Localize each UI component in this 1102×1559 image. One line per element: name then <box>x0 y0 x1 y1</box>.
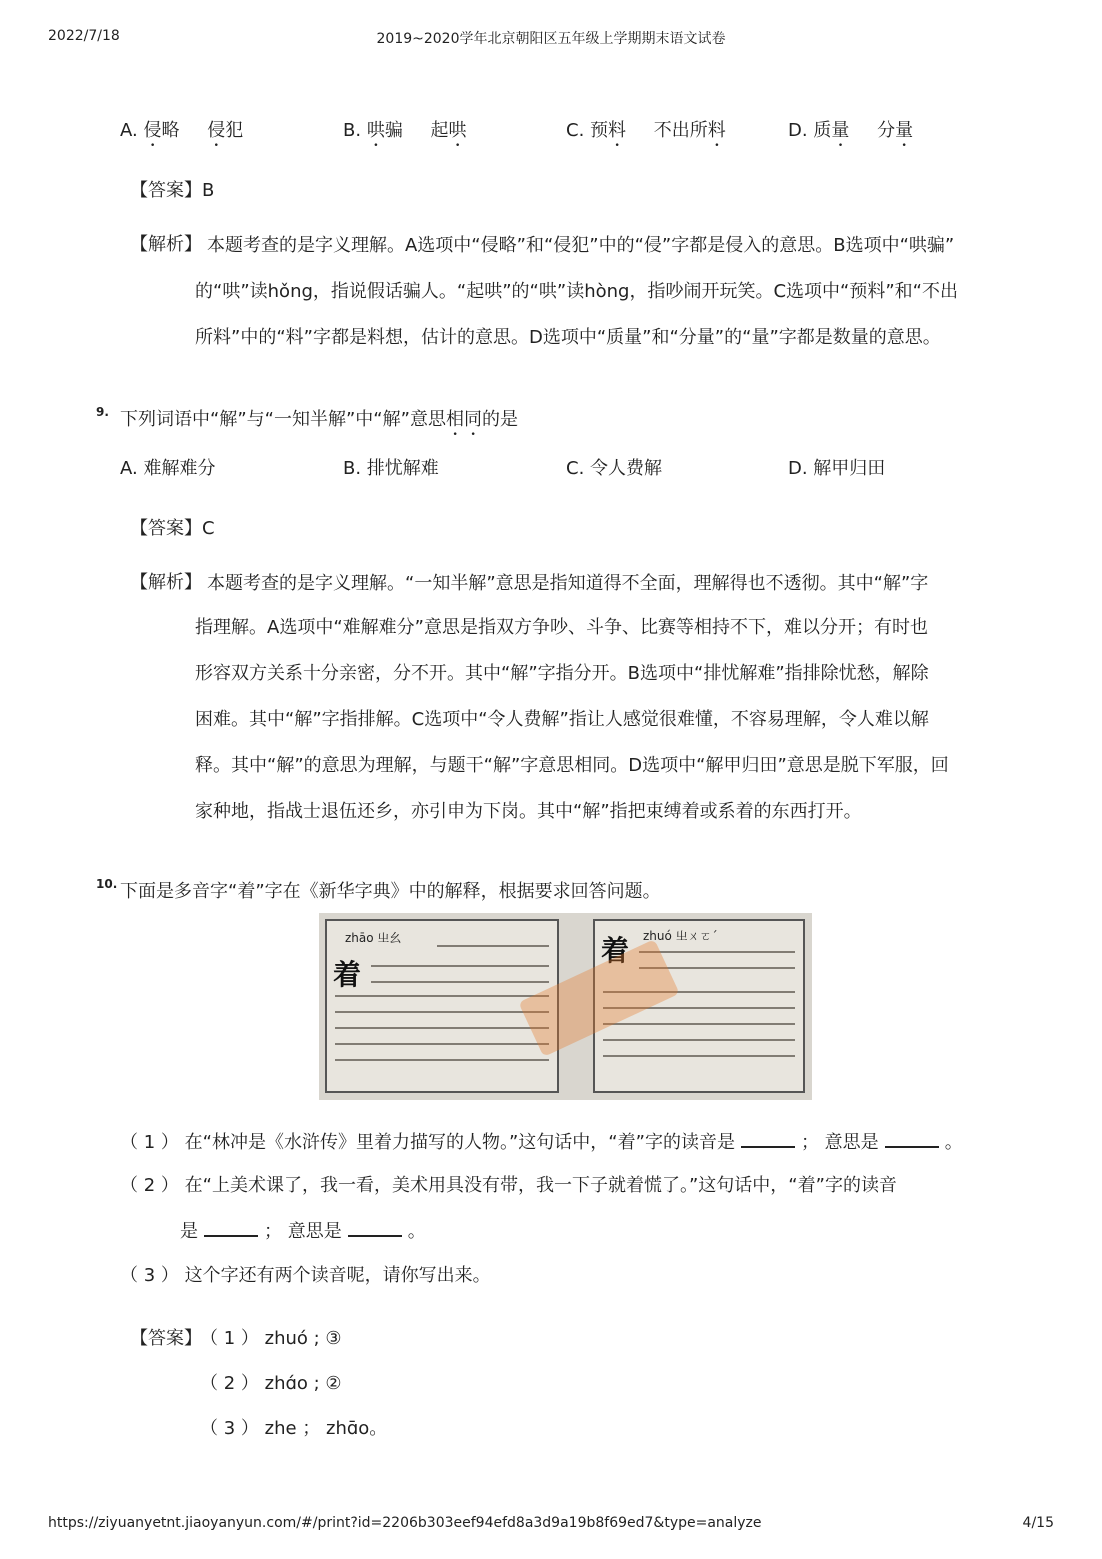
q8-analysis-cont <box>195 269 1000 361</box>
q10-answer-label: 【答案】 <box>130 1328 202 1349</box>
q8-analysis-label: 【解析】 <box>130 234 202 255</box>
q9-option-c: C. 令人费解 <box>566 458 663 479</box>
q8-option-a: A. 侵略 侵犯 <box>120 120 244 141</box>
q9-analysis-label: 【解析】 <box>130 572 202 593</box>
q10-answer-1: （ 1 ） zhuó ; ③ <box>200 1328 342 1349</box>
question-number: 10. <box>96 877 118 891</box>
q10-stem: 下面是多音字“着”字在《新华字典》中的解释，根据要求回答问题。 <box>120 881 661 902</box>
q9-option-a: A. 难解难分 <box>120 458 216 479</box>
q10-sub2: （ 2 ） 在“上美术课了，我一看，美术用具没有带，我一下子就着慌了。”这句话中，“着”字的读音 <box>120 1175 897 1196</box>
analysis-line: 指理解。A选项中“难解难分”意思是指双方争吵、斗争、比赛等相持不下，难以分开；有时也 <box>195 617 928 638</box>
headword: 着 <box>333 958 362 991</box>
q10-answer-3: （ 3 ） zhe ； zhɑ̄o。 <box>200 1418 388 1439</box>
q8-answer: 【答案】B <box>130 180 215 201</box>
analysis-line: 本题考查的是字义理解。“一知半解”意思是指知道得不全面，理解得也不透彻。其中“解”字 <box>207 573 929 594</box>
answer-blank[interactable] <box>348 1219 402 1237</box>
q10-answer-2: （ 2 ） zhɑ́o ; ② <box>200 1373 342 1394</box>
dictionary-image <box>319 913 812 1100</box>
analysis-line: 释。其中“解”的意思为理解，与题干“解”字意思相同。D选项中“解甲归田”意思是脱下军服，回 <box>195 755 949 776</box>
q8-option-b: B. 哄骗 起哄 <box>343 120 467 141</box>
q10-sub3: （ 3 ） 这个字还有两个读音呢，请你写出来。 <box>120 1265 491 1286</box>
q8-option-d: D. 质量 分量 <box>788 120 914 141</box>
q9-analysis-cont <box>195 605 1000 835</box>
analysis-line: 家种地，指战士退伍还乡，亦引申为下岗。其中“解”指把束缚着或系着的东西打开。 <box>195 801 862 822</box>
print-date: 2022/7/18 <box>48 28 120 44</box>
q9-option-d: D. 解甲归田 <box>788 458 886 479</box>
q10-sub1: （ 1 ） 在“林冲是《水浒传》里着力描写的人物。”这句话中，“着”字的读音是 ； 意思是 。 <box>120 1132 963 1153</box>
answer-blank[interactable] <box>741 1130 795 1148</box>
analysis-line: 本题考查的是字义理解。A选项中“侵略”和“侵犯”中的“侵”字都是侵入的意思。B选项中“哄骗” <box>207 235 955 256</box>
q8-option-c: C. 预料 不出所料 <box>566 120 726 141</box>
q9-answer: 【答案】C <box>130 518 215 539</box>
document-title: 2019~2020学年北京朝阳区五年级上学期期末语文试卷 <box>376 31 726 47</box>
q9-stem: 下列词语中“解”与“一知半解”中“解”意思相同的是 <box>120 409 518 430</box>
pinyin-label: zhuó 㞢ㄨㄛˊ <box>643 929 718 943</box>
question-number: 9. <box>96 405 109 419</box>
q9-option-b: B. 排忧解难 <box>343 458 439 479</box>
page-number: 4/15 <box>1022 1515 1054 1531</box>
analysis-line: 形容双方关系十分亲密，分不开。其中“解”字指分开。B选项中“排忧解难”指排除忧愁，解除 <box>195 663 929 684</box>
q10-sub2-cont: 是 ； 意思是 。 <box>180 1221 426 1242</box>
headword: 着 <box>601 934 630 967</box>
page-url: https://ziyuanyetnt.jiaoyanyun.com/#/print?id=2206b303eef94efd8a3d9a19b8f69ed7&type=analyze <box>48 1515 762 1531</box>
answer-blank[interactable] <box>204 1219 258 1237</box>
analysis-line: 的“哄”读hǒng，指说假话骗人。“起哄”的“哄”读hòng，指吵闹开玩笑。C选项中“预料”和“不出 <box>195 281 959 302</box>
q9-analysis <box>207 561 1007 607</box>
q8-analysis <box>207 223 1007 269</box>
analysis-line: 所料”中的“料”字都是料想，估计的意思。D选项中“质量”和“分量”的“量”字都是数量的意思。 <box>195 327 941 348</box>
analysis-line: 困难。其中“解”字指排解。C选项中“令人费解”指让人感觉很难懂，不容易理解，令人难以解 <box>195 709 929 730</box>
answer-blank[interactable] <box>885 1130 939 1148</box>
pinyin-label: zhāo 㞢幺 <box>345 931 402 945</box>
